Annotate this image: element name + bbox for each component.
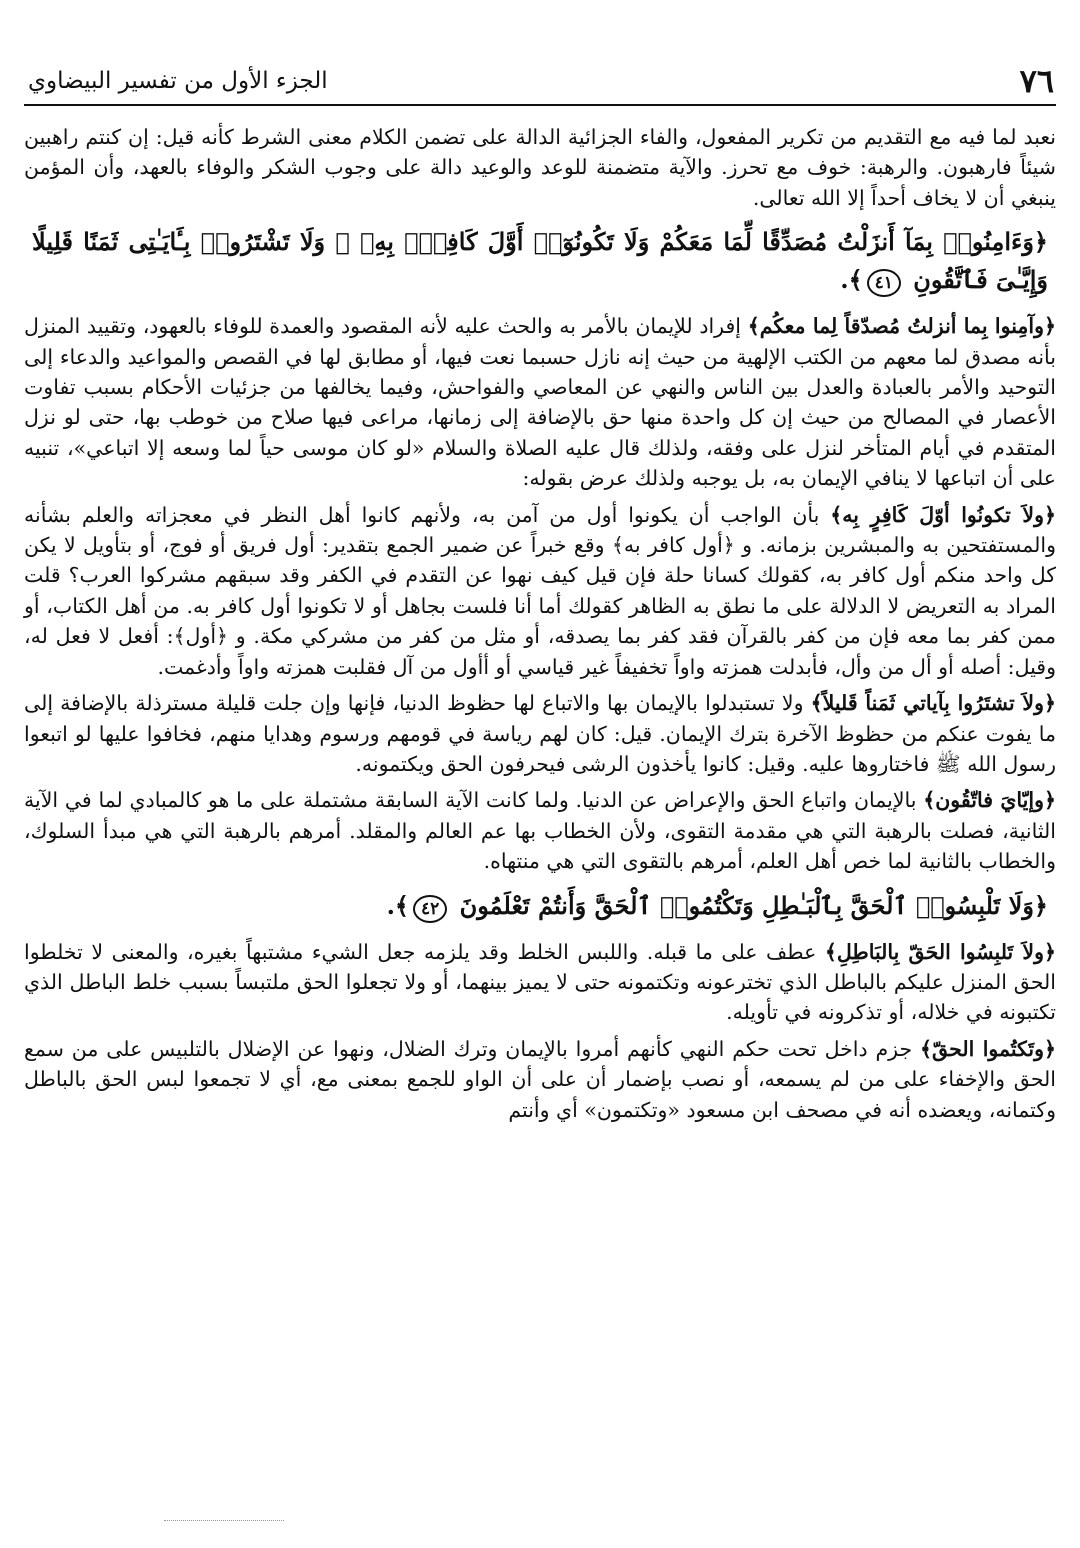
- verse-close: ﴾.: [840, 265, 863, 295]
- quran-verse: [32, 887, 1048, 925]
- paragraph-text: ولا تستبدلوا بالإيمان بها والاتباع لها حظوظ الدنيا، فإنها وإن جلت قليلة مسترذلة بالإضافة إلى ما يفوت عنكم من حظوظ الآخرة بترك الإيمان. قيل: كان لهم رياسة في قومهم ورسوم وهدايا منهم، فخافوا عليها لو اتبعوا رسول الله ﷺ فاختاروها عليه. وقيل: كانوا يأخذون الرشى فيحرفون الحق ويكتمونه.: [24, 691, 1056, 776]
- ayah-number: ٤٢: [413, 895, 447, 923]
- page-number: ٧٦: [1019, 62, 1054, 100]
- paragraph: [24, 311, 1056, 493]
- paragraph-text: إفراد للإيمان بالأمر به والحث عليه لأنه المقصود والعمدة للوفاء بالعهود، وتقييد المنزل بأنه مصدق لما معهم من الكتب الإلهية من حيث إنه نازل حسبما نعت فيها، أو مطابق لها في القصص والمواعيد والدعاء إلى التوحيد والأمر بالعبادة والعدل بين الناس والنهي عن المعاصي والفواحش، وفيما يخالفها من جزئيات الأحكام بسبب تفاوت الأعصار في المصالح من حيث إن كل واحدة منها حق بالإضافة إلى زمانها، مراعى فيها صلاح من خوطب بها، حتى لو نزل المتقدم في أيام المتأخر لنزل على وفقه، ولذلك قال عليه الصلاة والسلام «لو كان موسى حياً لما وسعه إلا اتباعي»، تنبيه على أن اتباعها لا ينافي الإيمان به، بل يوجبه ولذلك عرض بقوله:: [24, 314, 1056, 491]
- paragraph: [24, 122, 1056, 213]
- verse-text: ﴿وَءَامِنُوا۟ بِمَآ أَنزَلْتُ مُصَدِّقًا لِّمَا مَعَكُمْ وَلَا تَكُونُوٓا۟ أَوَّلَ كَافِرٍۭ بِهِۦ ۖ وَلَا تَشْتَرُوا۟ بِـَٔايَـٰتِى ثَمَنًا قَلِيلًا وَإِيَّـٰىَ فَٱتَّقُونِ: [32, 227, 1048, 295]
- paragraph-text: نعبد لما فيه مع التقديم من تكرير المفعول، والفاء الجزائية الدالة على تضمن الكلام معنى الشرط كأنه قيل: إن كنتم راهبين شيئاً فارهبون. والرهبة: خوف مع تحرز. والآية متضمنة للوعد والوعيد دالة على وجوب الشكر والوفاء بالعهد، وأن المؤمن ينبغي أن لا يخاف أحداً إلا الله تعالى.: [24, 125, 1056, 210]
- paragraph: [24, 688, 1056, 779]
- scan-mark: [164, 1520, 284, 1521]
- paragraph: [24, 937, 1056, 1028]
- quoted-phrase: ﴿ولاَ تشتَرُوا بِآياتي ثَمَناً قَليلاً﴾: [810, 691, 1057, 716]
- quoted-phrase: ﴿ولاَ تَلبِسُوا الحَقّ بِالبَاطِلِ﴾: [824, 939, 1056, 964]
- quoted-phrase: ﴿وإيّايَ فاتّقُون﴾: [923, 788, 1056, 813]
- quran-verse: [32, 223, 1048, 299]
- running-title: الجزء الأول من تفسير البيضاوي: [28, 68, 328, 94]
- quoted-phrase: ﴿ولاَ تكونُوا أوّلَ كَافِرٍ بِه﴾: [830, 502, 1056, 527]
- quoted-phrase: ﴿وآمِنوا بِما أنزلتُ مُصدّقاً لِما معكُم﴾: [747, 314, 1056, 339]
- document-page: [24, 0, 1056, 1548]
- paragraph: [24, 500, 1056, 682]
- quoted-phrase: ﴿وتَكتُموا الحقّ﴾: [919, 1036, 1056, 1061]
- ayah-number: ٤١: [867, 269, 901, 297]
- verse-text: ﴿وَلَا تَلْبِسُوا۟ ٱلْحَقَّ بِٱلْبَـٰطِلِ وَتَكْتُمُوا۟ ٱلْحَقَّ وَأَنتُمْ تَعْلَمُونَ: [459, 890, 1048, 920]
- page-header: [24, 62, 1056, 106]
- page-body: [24, 122, 1056, 1131]
- paragraph-text: بالإيمان واتباع الحق والإعراض عن الدنيا. ولما كانت الآية السابقة مشتملة على ما هو كالمبادي لما في الآية الثانية، فصلت بالرهبة التي هي مقدمة التقوى، ولأن الخطاب بها عم العالم والمقلد. أمرهم بالرهبة التي هي مبدأ السلوك، والخطاب بالثانية لما خص أهل العلم، أمرهم بالتقوى التي هي منتهاه.: [24, 788, 1056, 874]
- verse-close: ﴾.: [386, 890, 409, 920]
- paragraph-text: بأن الواجب أن يكونوا أول من آمن به، ولأنهم كانوا أهل النظر في معجزاته والعلم بشأنه والمستفتحين به والمبشرين بزمانه. و ﴿أول كافر به﴾ وقع خبراً عن ضمير الجمع بتقدير: أول فريق أو فوج، أو بتأويل لا يكن كل واحد منكم أول كافر به، كقولك كسانا حلة فإن قيل كيف نهوا عن التقدم في الكفر وقد سبقهم مشركوا العرب؟ قلت المراد به التعريض لا الدلالة على ما نطق به الظاهر كقولك أما أنا فلست بجاهل أو لا تكونوا أول كافر به. من أهل الكتاب، أو ممن كفر بما معه فإن من كفر بالقرآن فقد كفر بما يصدقه، أو مثل من كفر من مشركي مكة. و ﴿أول﴾: أفعل لا فعل له، وقيل: أصله أو أل من وأل، فأبدلت همزته واواً تخفيفاً غير قياسي أو أأول من آل فقلبت همزته واواً وأدغمت.: [24, 502, 1056, 679]
- paragraph: [24, 785, 1056, 876]
- paragraph-text: جزم داخل تحت حكم النهي كأنهم أمروا بالإيمان وترك الضلال، ونهوا عن الإضلال بالتلبيس على من سمع الحق والإخفاء على من لم يسمعه، أو نصب بإضمار أن على أن الواو للجمع بمعنى مع، أي لا تجمعوا لبس الحق بالباطل وكتمانه، ويعضده أنه في مصحف ابن مسعود «وتكتمون» أي وأنتم: [24, 1036, 1056, 1122]
- paragraph-text: عطف على ما قبله. واللبس الخلط وقد يلزمه جعل الشيء مشتبهاً بغيره، والمعنى لا تخلطوا الحق المنزل عليكم بالباطل الذي تخترعونه وتكتمونه حتى لا يميز بينهما، أو ولا تجعلوا الحق ملتبساً بسبب خلط الباطل الذي تكتبونه في خلاله، أو تذكرونه في تأويله.: [24, 939, 1056, 1025]
- paragraph: [24, 1034, 1056, 1125]
